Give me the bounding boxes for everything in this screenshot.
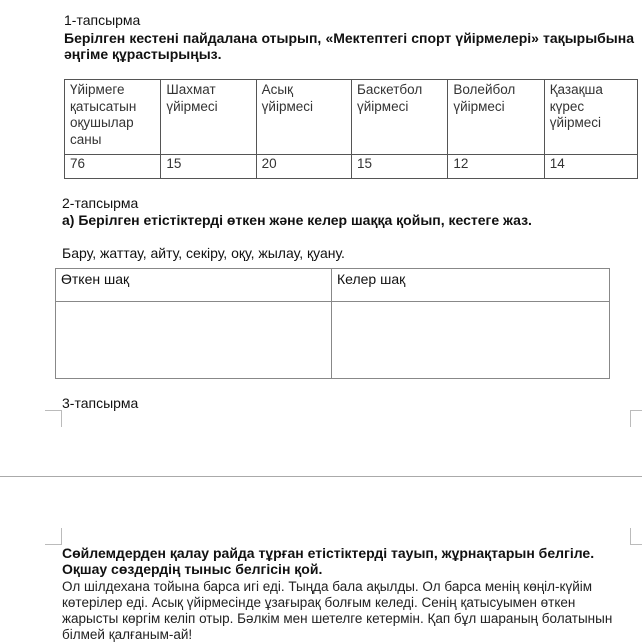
page-corner-mark xyxy=(630,528,642,545)
task1-title: 1-тапсырма xyxy=(64,12,141,28)
clubs-header-cell: Волейбол үйірмесі xyxy=(448,80,544,155)
future-tense-cell[interactable] xyxy=(332,302,610,379)
clubs-header-row xyxy=(65,80,638,155)
future-tense-header: Келер шақ xyxy=(332,269,610,302)
page-corner-mark xyxy=(45,410,62,427)
clubs-value-cell: 76 xyxy=(65,155,161,179)
tenses-header-row xyxy=(56,269,610,302)
task2-title: 2-тапсырма xyxy=(62,195,139,211)
task1-instruction: Берілген кестені пайдалана отырып, «Мектептегі спорт үйірмелері» тақырыбына әңгіме құрастырыңыз. xyxy=(64,30,634,62)
task3-title: 3-тапсырма xyxy=(62,395,139,411)
clubs-header-cell: Шахмат үйірмесі xyxy=(161,80,256,155)
task3-text: Ол шілдехана тойына барса игі еді. Тыңда бала ақылды. Ол барса менің көңіл-күйім көтерілер еді. Асық үйірмесінде ұзағырақ болғым келеді. Сенің қатысуымен өткен жарысты көргім келіп отыр. Бәлкім мен шетелге кетермін. Қап бұл шараның болатынын білмей қалғаным-ай! xyxy=(62,579,613,642)
clubs-header-cell: Баскетбол үйірмесі xyxy=(352,80,448,155)
task2-verbs: Бару, жаттау, айту, секіру, оқу, жылау, қуану. xyxy=(62,245,345,261)
clubs-value-cell: 15 xyxy=(161,155,256,179)
clubs-value-cell: 12 xyxy=(448,155,544,179)
page-break-divider xyxy=(0,476,642,477)
clubs-header-cell: Қазақша күрес үйірмесі xyxy=(544,80,637,155)
clubs-header-cell: Асық үйірмесі xyxy=(256,80,351,155)
clubs-value-row xyxy=(65,155,638,179)
past-tense-cell[interactable] xyxy=(56,302,332,379)
past-tense-header: Өткен шақ xyxy=(56,269,332,302)
tenses-body-row xyxy=(56,302,610,379)
task3-instruction: Сөйлемдерден қалау райда тұрған етістіктерді тауып, жұрнақтарын белгіле. Оқшау сөздердің тыныс белгісін қой. xyxy=(62,545,595,577)
clubs-value-cell: 14 xyxy=(544,155,637,179)
task2-instruction: а) Берілген етістіктерді өткен және келер шаққа қойып, кестеге жаз. xyxy=(62,212,532,228)
clubs-table xyxy=(64,79,638,179)
page-corner-mark xyxy=(45,528,62,545)
clubs-value-cell: 20 xyxy=(256,155,351,179)
clubs-value-cell: 15 xyxy=(352,155,448,179)
tenses-table xyxy=(55,268,610,379)
page-corner-mark xyxy=(630,410,642,427)
clubs-header-cell: Үйірмеге қатысатын оқушылар саны xyxy=(65,80,161,155)
